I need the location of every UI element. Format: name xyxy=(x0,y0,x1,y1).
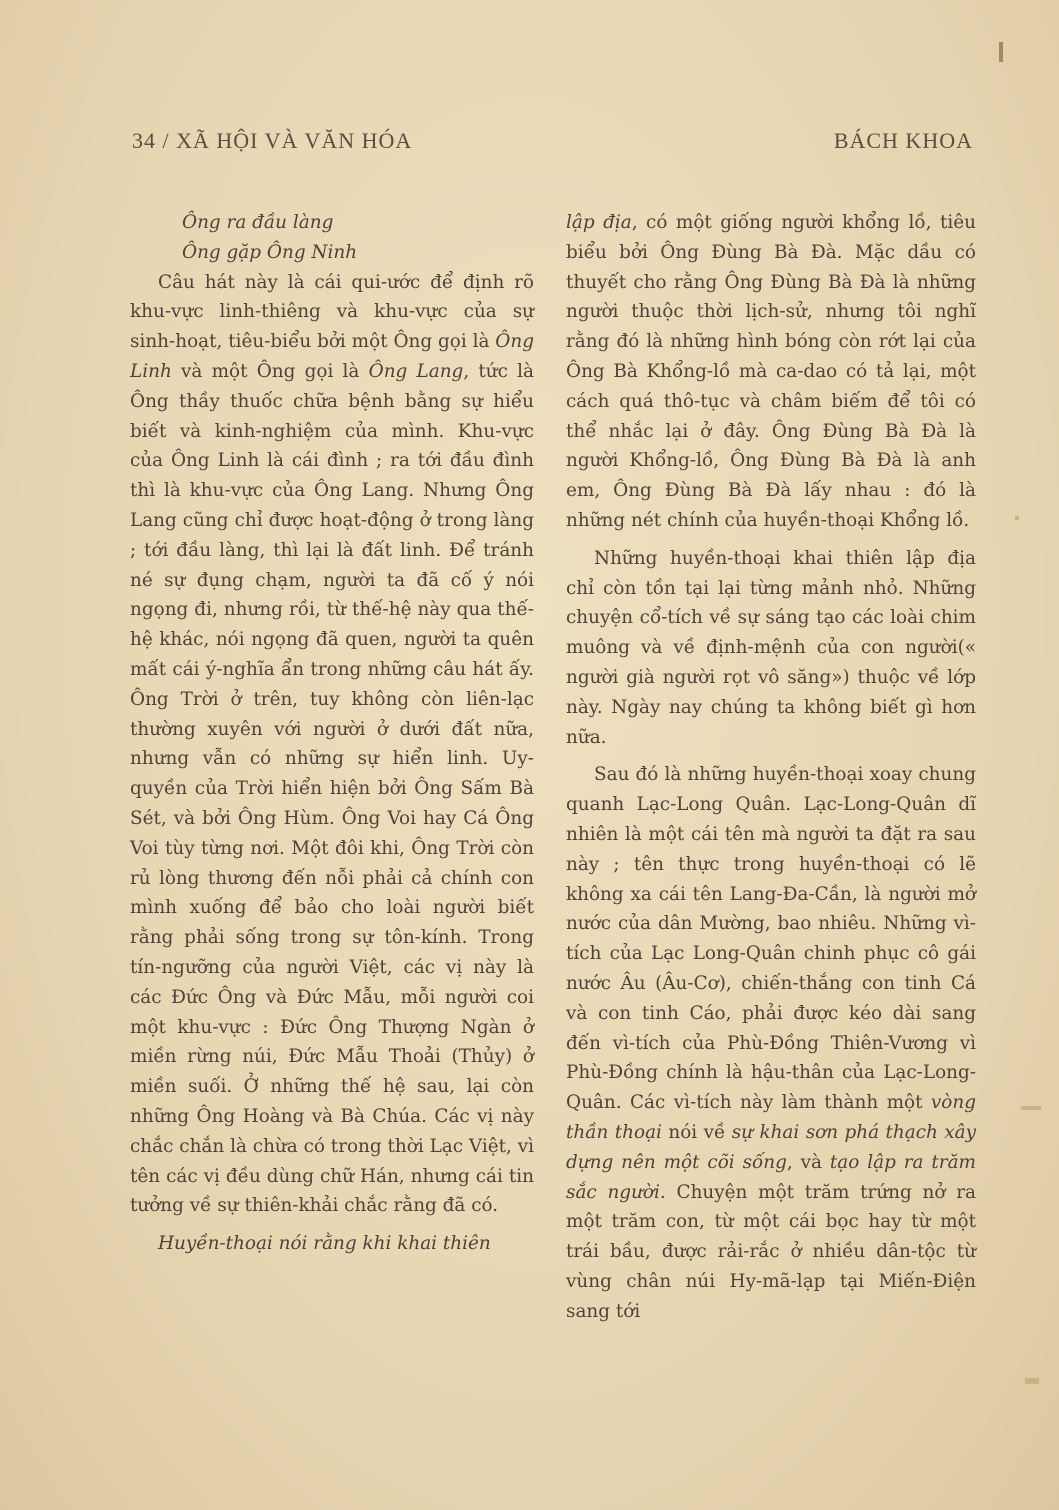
emphasis-text: lập địa xyxy=(566,212,632,233)
paragraph xyxy=(566,208,976,536)
paragraph xyxy=(130,268,534,1222)
paragraph-text: Câu hát này là cái qui-ước để định rõ khu-vực linh-thiêng và khu-vực của sự sinh-hoạt, tiêu-biểu bởi một Ông gọi là xyxy=(130,271,534,353)
emphasis-text: sự khai sơn phá thạch xây dựng nên một cõi sống xyxy=(566,1121,976,1173)
emphasis-text: Ông Lang xyxy=(368,360,464,382)
left-column xyxy=(130,208,534,1259)
verse-line-1: Ông ra đầu làng xyxy=(182,212,334,233)
paper-mark xyxy=(1015,516,1019,520)
paragraph-text: , có một giống người khổng lồ, tiêu biểu bởi Ông Đùng Bà Đà. Mặc dầu có thuyết cho rằng Ông Đùng Bà Đà là những người thuộc thời lịch-sử, nhưng tôi nghĩ rằng đó là những hình bóng còn rớt lại của Ông Bà Khổng-lồ mà ca-dao có tả lại, một cách quá thô-tục và châm biếm để tôi có thể nhắc lại ở đây. Ông Đùng Bà Đà là người Khổng-lồ, Ông Đùng Bà Đà là anh em, Ông Đùng Bà Đà lấy nhau : đó là những nét chính của huyền-thoại Khổng lồ. xyxy=(566,212,976,531)
paragraph: Những huyền-thoại khai thiên lập địa chỉ còn tồn tại lại từng mảnh nhỏ. Những chuyện cổ-tích về sự sáng tạo các loài chim muông và về định-mệnh của con người(« người già người rọt vô săng») thuộc về lớp này. Ngày nay chúng ta không biết gì hơn nữa. xyxy=(566,547,976,748)
header-magazine-title: BÁCH KHOA xyxy=(833,128,973,153)
paragraph-text: và một Ông gọi là xyxy=(171,360,369,382)
emphasis-text: Ông Linh xyxy=(130,331,534,382)
paragraph-text: , và xyxy=(786,1151,830,1173)
paragraph-text: nói về xyxy=(661,1121,732,1143)
page-header xyxy=(132,128,973,154)
emphasis-text: vòng thần thoại xyxy=(566,1092,976,1143)
paper-mark xyxy=(1025,1378,1039,1384)
emphasis-text: tạo lập ra trăm sắc người xyxy=(566,1151,976,1203)
right-column xyxy=(566,208,976,1326)
paragraph-text: Sau đó là những huyền-thoại xoay chung quanh Lạc-Long Quân. Lạc-Long-Quân dĩ nhiên là một cái tên mà người ta đặt ra sau này ; tên thực trong huyền-thoại có lẽ không xa cái tên Lang-Đa-Cần, là người mở nước của dân Mường, bao nhiêu. Những vì-tích của Lạc Long-Quân chinh phục cô gái nước Âu (Âu-Cơ), chiến-thắng con tinh Cá và con tinh Cáo, phải được kéo dài sang đến vì-tích của Phù-Đồng Thiên-Vương vì Phù-Đồng chính là hậu-thân của Lạc-Long-Quân. Các vì-tích này làm thành một xyxy=(566,764,976,1114)
header-section-title: 34 / XÃ HỘI VÀ VĂN HÓA xyxy=(132,128,413,153)
paragraph-text: , tức là Ông thầy thuốc chữa bệnh bằng sự hiểu biết và kinh-nghiệm của mình. Khu-vực của Ông Linh là cái đình ; ra tới đầu đình thì là khu-vực của Ông Lang. Nhưng Ông Lang cũng chỉ được hoạt-động ở trong làng ; tới đầu làng, thì lại là đất linh. Để tránh né sự đụng chạm, người ta đã cố ý nói ngọng đi, nhưng rồi, từ thế-hệ này qua thế-hệ khác, nói ngọng đã quen, người ta quên mất cái ý-nghĩa ẩn trong những câu hát ấy. Ông Trời ở trên, tuy không còn liên-lạc thường xuyên với người ở dưới đất nữa, nhưng vẫn có những sự hiển linh. Uy-quyền của Trời hiển hiện bởi Ông Sấm Bà Sét, và bởi Ông Hùm. Ông Voi hay Cá Ông Voi tùy từng nơi. Một đôi khi, Ông Trời còn rủ lòng thương đến nỗi phải cả chính con mình xuống để bảo cho loài người biết rằng phải sống trong sự tôn-kính. Trong tín-ngưỡng của người Việt, các vị này là các Đức Ông và Đức Mẫu, mỗi người coi một khu-vực : Đức Ông Thượng Ngàn ở miền rừng núi, Đức Mẫu Thoải (Thủy) ở miền suối. Ở những thế hệ sau, lại còn những Ông Hoàng và Bà Chúa. Các vị này chắc chắn là chừa có trong thời Lạc Việt, vì tên các vị đều dùng chữ Hán, nhưng cái tin tưởng về sự thiên-khải chắc rằng đã có. xyxy=(130,360,535,1217)
paper-mark xyxy=(999,42,1003,62)
paragraph xyxy=(566,760,976,1326)
paper-mark xyxy=(1021,1106,1041,1110)
verse-line-2: Ông gặp Ông Ninh xyxy=(182,241,358,263)
paragraph-start: Huyền-thoại nói rằng khi khai thiên xyxy=(158,1233,491,1255)
paragraph-text: . Chuyện một trăm trứng nở ra một trăm con, từ một cái bọc hay từ một trái bầu, được rải-rắc ở nhiều dân-tộc từ vùng chân núi Hy-mã-lạp tại Miến-Điện sang tới xyxy=(566,1181,976,1322)
